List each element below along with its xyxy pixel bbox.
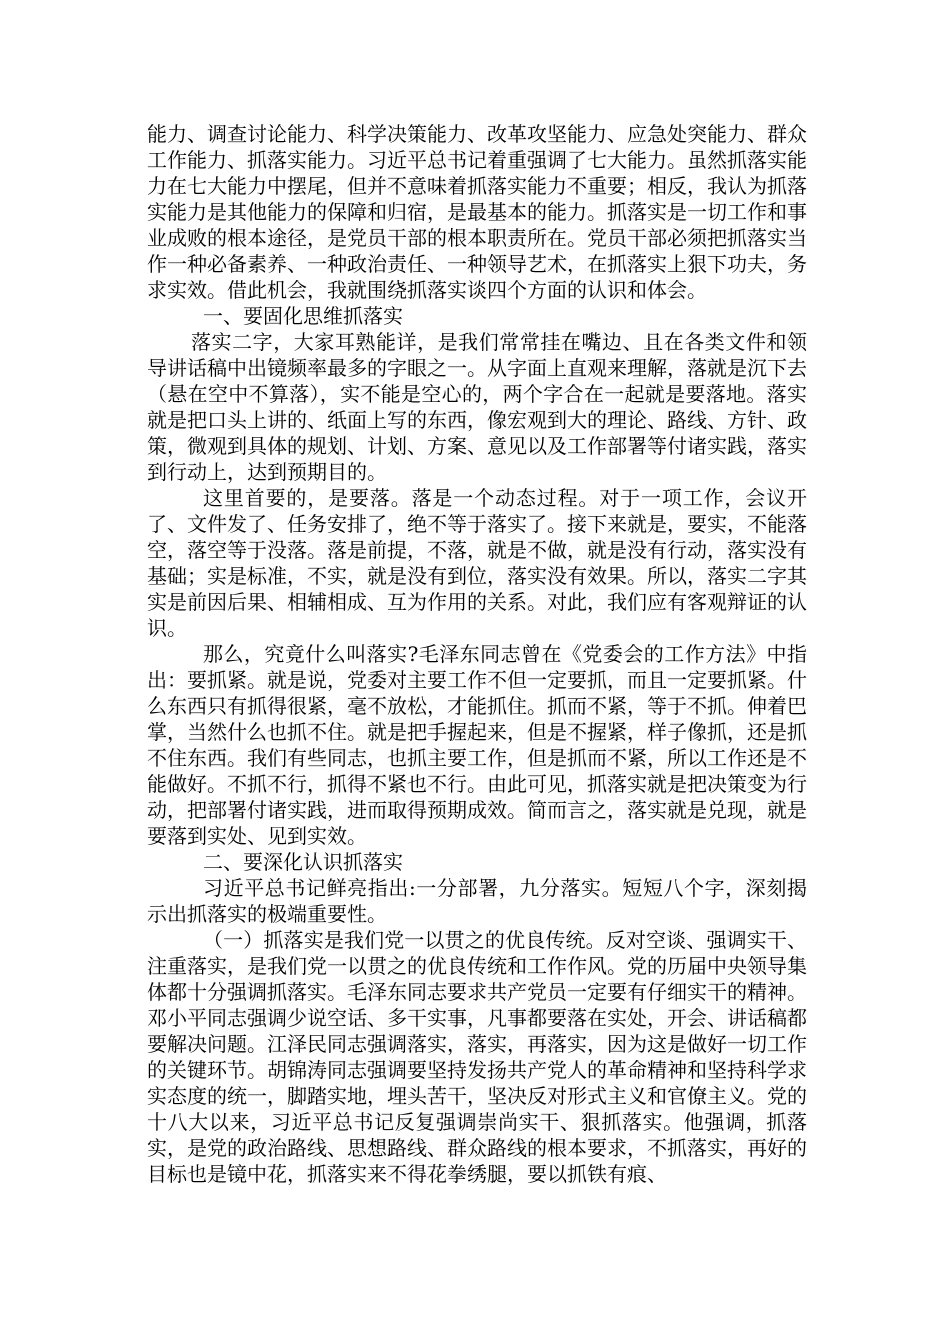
section-heading-2: 二、要深化认识抓落实 xyxy=(203,850,403,874)
body-paragraph-5: （一）抓落实是我们党一以贯之的优良传统。反对空谈、强调实干、注重落实，是我们党一以贯之的优良传统和工作作风。党的历届中央领导集体都十分强调抓落实。毛泽东同志要求共产党员一定要有仔细实干的精神。邓小平同志强调少说空话、多干实事，凡事都要落在实处，开会、讲话稿都要解决问题。江泽民同志强调落实，落实，再落实，因为这是做好一切工作的关键环节。胡锦涛同志强调要坚持发扬共产党人的革命精神和坚持科学求实态度的统一，脚踏实地，埋头苦干，坚决反对形式主义和官僚主义。党的十八大以来，习近平总书记反复强调崇尚实干、狠抓落实。他强调，抓落实，是党的政治路线、思想路线、群众路线的根本要求，不抓落实，再好的目标也是镜中花，抓落实来不得花拳绣腿，要以抓铁有痕、 xyxy=(147,928,807,1186)
section-heading-1: 一、要固化思维抓落实 xyxy=(203,304,403,328)
body-paragraph-1: 落实二字，大家耳熟能详，是我们常常挂在嘴边、且在各类文件和领导讲话稿中出镜频率最多的字眼之一。从字面上直观来理解，落就是沉下去（悬在空中不算落），实不能是空心的，两个字合在一起就是要落地。落实就是把口头上讲的、纸面上写的东西，像宏观到大的理论、路线、方针、政策，微观到具体的规划、计划、方案、意见以及工作部署等付诸实践，落实到行动上，达到预期目的。 xyxy=(147,330,807,484)
body-paragraph-0: 能力、调查讨论能力、科学决策能力、改革攻坚能力、应急处突能力、群众工作能力、抓落实能力。习近平总书记着重强调了七大能力。虽然抓落实能力在七大能力中摆尾，但并不意味着抓落实能力不重要；相反，我认为抓落实能力是其他能力的保障和归宿，是最基本的能力。抓落实是一切工作和事业成败的根本途径，是党员干部的根本职责所在。党员干部必须把抓落实当作一种必备素养、一种政治责任、一种领导艺术，在抓落实上狠下功夫，务求实效。借此机会，我就围绕抓落实谈四个方面的认识和体会。 xyxy=(147,122,807,302)
document-page xyxy=(147,121,807,1187)
body-paragraph-4: 习近平总书记鲜亮指出:一分部署，九分落实。短短八个字，深刻揭示出抓落实的极端重要性。 xyxy=(147,876,807,926)
body-paragraph-2: 这里首要的，是要落。落是一个动态过程。对于一项工作，会议开了、文件发了、任务安排了，绝不等于落实了。接下来就是，要实，不能落空，落空等于没落。落是前提，不落，就是不做，就是没有行动，落实没有基础；实是标准，不实，就是没有到位，落实没有效果。所以，落实二字其实是前因后果、相辅相成、互为作用的关系。对此，我们应有客观辩证的认识。 xyxy=(147,486,807,640)
body-paragraph-3: 那么，究竟什么叫落实?毛泽东同志曾在《党委会的工作方法》中指出：要抓紧。就是说，党委对主要工作不但一定要抓，而且一定要抓紧。什么东西只有抓得很紧，毫不放松，才能抓住。抓而不紧，等于不抓。伸着巴掌，当然什么也抓不住。就是把手握起来，但是不握紧，样子像抓，还是抓不住东西。我们有些同志，也抓主要工作，但是抓而不紧，所以工作还是不能做好。不抓不行，抓得不紧也不行。由此可见，抓落实就是把决策变为行动，把部署付诸实践，进而取得预期成效。简而言之，落实就是兑现，就是要落到实处、见到实效。 xyxy=(147,642,807,848)
